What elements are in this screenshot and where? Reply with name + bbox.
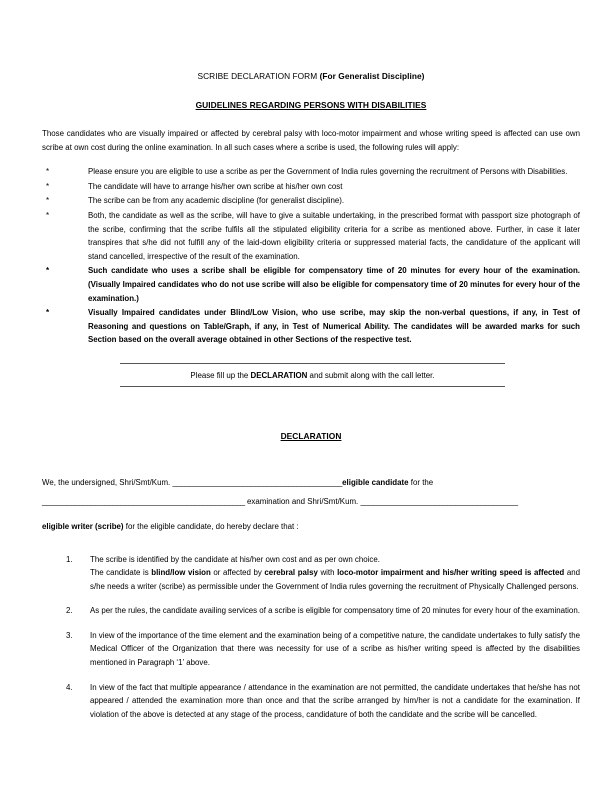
form-line-2 (42, 492, 580, 511)
declaration-heading: DECLARATION (280, 430, 342, 441)
callout-bold: DECLARATION (250, 370, 308, 380)
guideline-text: Visually Impaired candidates under Blind/Low Vision, who use scribe, may skip the non-verbal questions, if any, in Test of Reasoning and questions on Table/Graph, if any, in Test of Numerical Ability. The candidates will be awarded marks for such Section based on the overall average obtained in other Sections of the respective test. (88, 308, 580, 345)
guideline-item (42, 194, 580, 208)
guideline-item (42, 264, 580, 305)
declaration-clauses (42, 553, 580, 722)
document-title (42, 70, 580, 82)
clause-number: 4. (66, 682, 73, 692)
form-line-3-bold: eligible writer (scribe) (42, 521, 124, 531)
clause-number: 1. (66, 554, 73, 564)
declaration-callout (42, 363, 580, 387)
scribe-name-field[interactable]: ______________________________________ (360, 496, 518, 506)
clause-number: 2. (66, 606, 73, 616)
guideline-text: Please ensure you are eligible to use a scribe as per the Government of India rules governing the recruitment of Persons with Disabilities. (88, 167, 568, 177)
document-title-plain: SCRIBE DECLARATION FORM (197, 71, 320, 81)
guidelines-heading: GUIDELINES REGARDING PERSONS WITH DISABILITIES (195, 100, 427, 110)
document-title-bold: (For Generalist Discipline) (319, 71, 425, 81)
clause-text: In view of the importance of the time element and the examination being of a competitive nature, the candidate undertakes to fully satisfy the Medical Officer of the Organization that there was necessity for use of a scribe as his/her writing speed is affected by the disabilities mentioned in Paragraph ‘1’ above. (90, 630, 580, 668)
guideline-text: Such candidate who uses a scribe shall be eligible for compensatory time of 20 minutes for every hour of the examination. (Visually Impaired candidates who do not use scribe will also be eligible for compensatory time of 20 minutes for every hour of the examination.) (88, 266, 580, 303)
asterisk-bullet-icon: * (46, 181, 50, 191)
form-line-1-suffix: for the (408, 477, 434, 487)
guideline-text: The scribe can be from any academic discipline (for generalist discipline). (88, 196, 345, 206)
form-line-1-prefix: We, the undersigned, Shri/Smt/Kum. (42, 477, 173, 487)
declaration-clause (42, 629, 580, 670)
asterisk-bullet-icon: * (46, 167, 50, 177)
declaration-clause (42, 681, 580, 722)
guidelines-list (42, 165, 580, 347)
candidate-name-field[interactable]: _________________________________________ (172, 477, 343, 487)
clause-text: The scribe is identified by the candidate at his/her own cost and as per own choice. (90, 554, 380, 564)
document-content (42, 70, 580, 732)
form-line-1 (42, 473, 580, 492)
asterisk-bullet-icon: * (46, 196, 50, 206)
clause-text: As per the rules, the candidate availing services of a scribe is eligible for compensatory time of 20 minutes for every hour of the examination. (90, 606, 580, 616)
clause-text: In view of the fact that multiple appearance / attendance in the examination are not permitted, the candidate undertakes that he/she has not appeared / attended the examination more than once and that the scribe arranged by him/her is not a candidate for the examination. If violation of the above is detected at any stage of the process, candidature of both the candidate and the scribe will be cancelled. (90, 682, 580, 719)
asterisk-bullet-icon: * (46, 210, 50, 220)
guideline-item (42, 180, 580, 194)
declaration-clause (42, 604, 580, 618)
guideline-item (42, 306, 580, 347)
callout-text (120, 364, 505, 386)
clause-text: The candidate is blind/low vision or affected by cerebral palsy with loco-motor impairment and his/her writing speed is affected and s/he needs a writer (scribe) as permissible under the Government of India rules governing the recruitment of Physically Challenged persons. (90, 568, 581, 591)
guideline-item (42, 209, 580, 263)
guideline-item (42, 165, 580, 179)
examination-name-field[interactable]: _________________________________________________ (42, 496, 245, 506)
guideline-text: Both, the candidate as well as the scribe, will have to give a suitable undertaking, in the prescribed format with passport size photograph of the scribe, confirming that the scribe fulfils all the stipulated eligibility criteria for a scribe as mentioned above. Further, in case it later transpires that s/he did not fulfill any of the laid-down eligibility criteria or suppressed material facts, the candidature of the applicant will stand cancelled, irrespective of the result of the examination. (88, 210, 580, 261)
callout-prefix: Please fill up the (190, 370, 251, 380)
callout-bottom-rule (120, 386, 505, 387)
asterisk-bullet-icon: * (46, 308, 50, 318)
intro-paragraph: Those candidates who are visually impaired or affected by cerebral palsy with loco-motor impairment and whose writing speed is affected can use own scribe at own cost during the online examination. In all such cases where a scribe is used, the following rules will apply: (42, 129, 580, 152)
callout-suffix: and submit along with the call letter. (307, 370, 435, 380)
form-line-3 (42, 520, 580, 534)
form-line-3-suffix: for the eligible candidate, do hereby declare that : (123, 521, 299, 531)
form-line-1-bold: eligible candidate (342, 477, 409, 487)
clause-number: 3. (66, 630, 73, 640)
guideline-text: The candidate will have to arrange his/her own scribe at his/her own cost (88, 181, 343, 191)
declaration-clause (42, 553, 580, 594)
form-line-2-mid: examination and Shri/Smt/Kum. (244, 496, 361, 506)
declaration-form (42, 473, 580, 534)
asterisk-bullet-icon: * (46, 266, 50, 276)
